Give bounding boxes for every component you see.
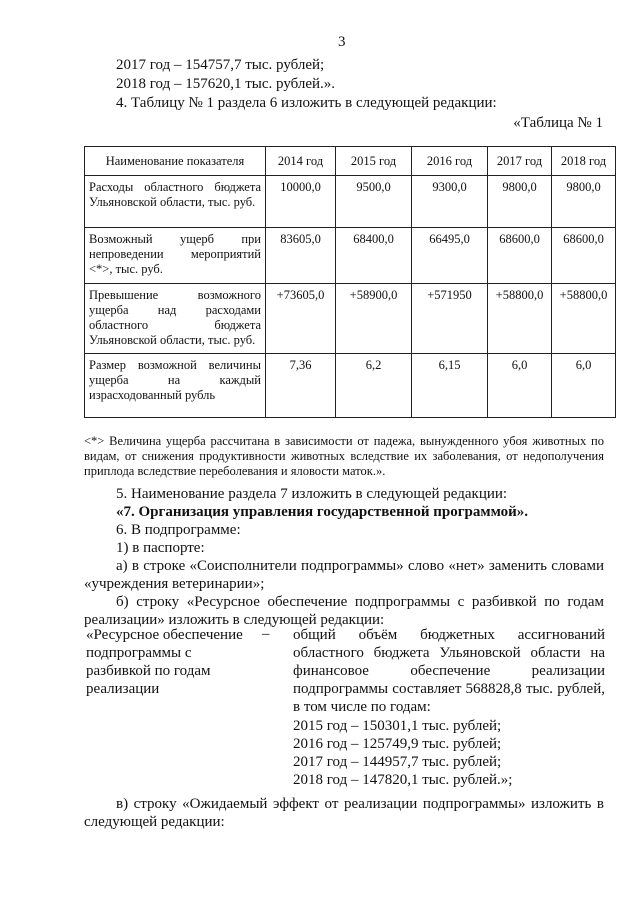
cell-value: 6,0 (488, 354, 552, 418)
cell-value: 68600,0 (552, 228, 616, 284)
item-c: в) строку «Ожидаемый эффект от реализации подпрограммы» изложить в следующей редакции: (84, 796, 604, 830)
resource-year-2016: 2016 год – 125749,9 тыс. рублей; (293, 736, 502, 752)
cell-value: 9500,0 (336, 176, 412, 228)
table-row (85, 284, 616, 354)
footnote: <*> Величина ущерба рассчитана в зависимости от падежа, вынужденного убоя животных по видам, от снижения продуктивности животных вследствие их заболевания, от недополучения приплода вследствие переболевания и яловости маток.». (84, 434, 604, 478)
item-b: б) строку «Ресурсное обеспечение подпрограммы с разбивкой по годам реализации» изложить в следующей редакции: (84, 594, 604, 628)
section-7-title: «7. Организация управления государственной программой». (116, 504, 529, 520)
cell-value: 6,2 (336, 354, 412, 418)
row-label: Расходы областного бюджета Ульяновской области, тыс. руб. (85, 176, 266, 228)
item-6: 6. В подпрограмме: (116, 522, 241, 538)
cell-value: 9800,0 (552, 176, 616, 228)
intro-line-2: 2018 год – 157620,1 тыс. рублей.». (116, 76, 336, 92)
resource-label: «Ресурсное обеспечение подпрограммы с разбивкой по годам реализации (86, 627, 243, 697)
resource-dash: – (262, 626, 270, 642)
table-row (85, 176, 616, 228)
cell-value: +58900,0 (336, 284, 412, 354)
cell-value: +58800,0 (488, 284, 552, 354)
resource-year-2017: 2017 год – 144957,7 тыс. рублей; (293, 754, 502, 770)
cell-value: 6,0 (552, 354, 616, 418)
item-6-1: 1) в паспорте: (116, 540, 205, 556)
intro-line-1: 2017 год – 154757,7 тыс. рублей; (116, 57, 325, 73)
intro-line-3: 4. Таблицу № 1 раздела 6 изложить в следующей редакции: (116, 95, 497, 111)
header-2016: 2016 год (412, 147, 488, 176)
table-row (85, 354, 616, 418)
resource-year-2015: 2015 год – 150301,1 тыс. рублей; (293, 718, 502, 734)
header-2018: 2018 год (552, 147, 616, 176)
page-number: 3 (338, 34, 346, 50)
resource-description: общий объём бюджетных ассигнований областного бюджета Ульяновской области на финансовое обеспечение реализации подпрограммы составляет 568828,8 тыс. рублей, в том числе по годам: (293, 627, 605, 715)
cell-value: 9800,0 (488, 176, 552, 228)
cell-value: +58800,0 (552, 284, 616, 354)
cell-value: 68400,0 (336, 228, 412, 284)
indicators-table (84, 146, 616, 418)
row-label: Размер возможной величины ущерба на каждый израсходованный рубль (85, 354, 266, 418)
resource-year-2018: 2018 год – 147820,1 тыс. рублей.»; (293, 772, 513, 788)
cell-value: 9300,0 (412, 176, 488, 228)
item-a: а) в строке «Соисполнители подпрограммы» слово «нет» заменить словами «учреждения ветеринарии»; (84, 558, 604, 592)
cell-value: 66495,0 (412, 228, 488, 284)
row-label: Превышение возможного ущерба над расходами областного бюджета Ульяновской области, тыс. руб. (85, 284, 266, 354)
table-row (85, 228, 616, 284)
cell-value: +571950 (412, 284, 488, 354)
header-2015: 2015 год (336, 147, 412, 176)
table-caption: «Таблица № 1 (513, 115, 603, 131)
cell-value: 83605,0 (266, 228, 336, 284)
header-2017: 2017 год (488, 147, 552, 176)
cell-value: 10000,0 (266, 176, 336, 228)
table-header-row (85, 147, 616, 176)
cell-value: 7,36 (266, 354, 336, 418)
header-indicator: Наименование показателя (85, 147, 266, 176)
row-label: Возможный ущерб при непроведении мероприятий <*>, тыс. руб. (85, 228, 266, 284)
cell-value: +73605,0 (266, 284, 336, 354)
item-5: 5. Наименование раздела 7 изложить в следующей редакции: (116, 486, 508, 502)
cell-value: 6,15 (412, 354, 488, 418)
header-2014: 2014 год (266, 147, 336, 176)
cell-value: 68600,0 (488, 228, 552, 284)
